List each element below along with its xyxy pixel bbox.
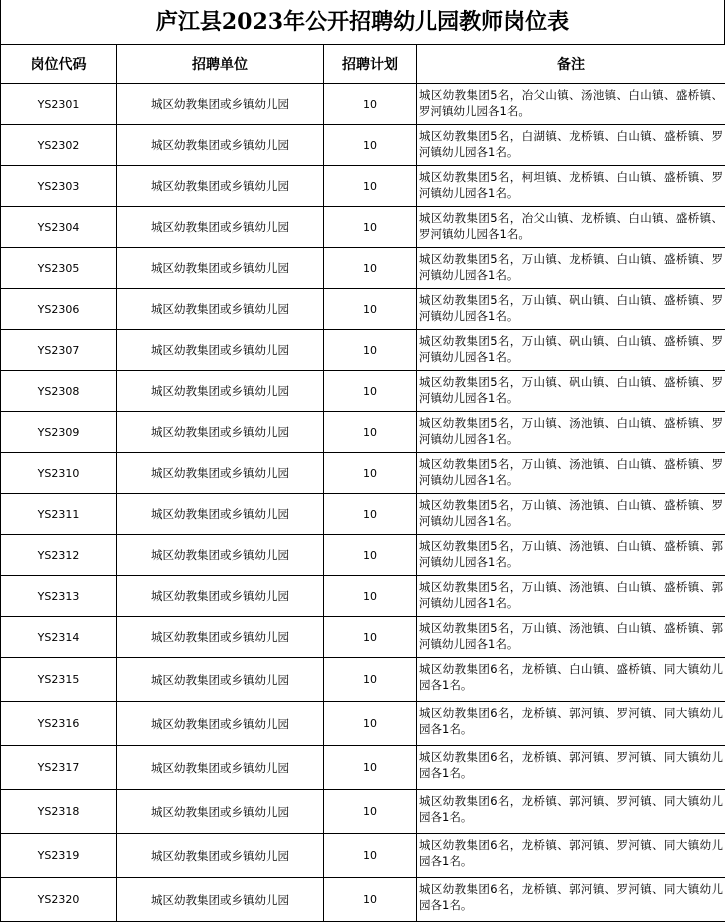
cell-remarks: 城区幼教集团5名，冶父山镇、龙桥镇、白山镇、盛桥镇、罗河镇幼儿园各1名。 — [417, 207, 725, 248]
cell-recruiting-unit: 城区幼教集团或乡镇幼儿园 — [117, 878, 324, 922]
cell-position-code: YS2303 — [1, 166, 117, 207]
cell-position-code: YS2306 — [1, 289, 117, 330]
cell-recruitment-plan: 10 — [324, 207, 417, 248]
cell-remarks: 城区幼教集团5名，万山镇、汤池镇、白山镇、盛桥镇、郭河镇幼儿园各1名。 — [417, 535, 725, 576]
cell-remarks: 城区幼教集团5名，冶父山镇、汤池镇、白山镇、盛桥镇、罗河镇幼儿园各1名。 — [417, 84, 725, 125]
cell-remarks: 城区幼教集团6名，龙桥镇、郭河镇、罗河镇、同大镇幼儿园各1名。 — [417, 746, 725, 790]
cell-remarks: 城区幼教集团6名，龙桥镇、白山镇、盛桥镇、同大镇幼儿园各1名。 — [417, 658, 725, 702]
cell-recruitment-plan: 10 — [324, 790, 417, 834]
table-row — [1, 453, 725, 494]
cell-remarks: 城区幼教集团5名，万山镇、汤池镇、白山镇、盛桥镇、郭河镇幼儿园各1名。 — [417, 617, 725, 658]
header-position-code: 岗位代码 — [1, 45, 117, 84]
table-row — [1, 658, 725, 702]
cell-recruitment-plan: 10 — [324, 248, 417, 289]
cell-recruiting-unit: 城区幼教集团或乡镇幼儿园 — [117, 658, 324, 702]
cell-recruitment-plan: 10 — [324, 84, 417, 125]
cell-recruiting-unit: 城区幼教集团或乡镇幼儿园 — [117, 535, 324, 576]
cell-position-code: YS2315 — [1, 658, 117, 702]
cell-recruitment-plan: 10 — [324, 453, 417, 494]
cell-position-code: YS2312 — [1, 535, 117, 576]
cell-recruitment-plan: 10 — [324, 535, 417, 576]
header-remarks: 备注 — [417, 45, 725, 84]
page-title: 庐江县2023年公开招聘幼儿园教师岗位表 — [0, 0, 725, 44]
cell-remarks: 城区幼教集团5名，万山镇、汤池镇、白山镇、盛桥镇、罗河镇幼儿园各1名。 — [417, 412, 725, 453]
cell-recruitment-plan: 10 — [324, 834, 417, 878]
header-recruiting-unit: 招聘单位 — [117, 45, 324, 84]
cell-recruitment-plan: 10 — [324, 166, 417, 207]
cell-recruitment-plan: 10 — [324, 371, 417, 412]
positions-table — [0, 44, 725, 922]
cell-position-code: YS2304 — [1, 207, 117, 248]
cell-remarks: 城区幼教集团5名，柯坦镇、龙桥镇、白山镇、盛桥镇、罗河镇幼儿园各1名。 — [417, 166, 725, 207]
table-header-row — [1, 45, 725, 84]
cell-remarks: 城区幼教集团6名，龙桥镇、郭河镇、罗河镇、同大镇幼儿园各1名。 — [417, 834, 725, 878]
table-row — [1, 834, 725, 878]
cell-recruiting-unit: 城区幼教集团或乡镇幼儿园 — [117, 371, 324, 412]
cell-position-code: YS2305 — [1, 248, 117, 289]
cell-remarks: 城区幼教集团6名，龙桥镇、郭河镇、罗河镇、同大镇幼儿园各1名。 — [417, 702, 725, 746]
table-row — [1, 790, 725, 834]
cell-position-code: YS2314 — [1, 617, 117, 658]
cell-remarks: 城区幼教集团5名，万山镇、龙桥镇、白山镇、盛桥镇、罗河镇幼儿园各1名。 — [417, 248, 725, 289]
table-row — [1, 494, 725, 535]
cell-recruiting-unit: 城区幼教集团或乡镇幼儿园 — [117, 125, 324, 166]
cell-position-code: YS2302 — [1, 125, 117, 166]
cell-position-code: YS2313 — [1, 576, 117, 617]
table-row — [1, 207, 725, 248]
cell-recruiting-unit: 城区幼教集团或乡镇幼儿园 — [117, 84, 324, 125]
cell-remarks: 城区幼教集团6名，龙桥镇、郭河镇、罗河镇、同大镇幼儿园各1名。 — [417, 790, 725, 834]
cell-recruitment-plan: 10 — [324, 617, 417, 658]
cell-recruitment-plan: 10 — [324, 576, 417, 617]
cell-position-code: YS2308 — [1, 371, 117, 412]
cell-recruitment-plan: 10 — [324, 702, 417, 746]
cell-recruiting-unit: 城区幼教集团或乡镇幼儿园 — [117, 576, 324, 617]
table-body — [1, 84, 725, 922]
table-row — [1, 702, 725, 746]
cell-position-code: YS2307 — [1, 330, 117, 371]
cell-recruitment-plan: 10 — [324, 658, 417, 702]
cell-recruiting-unit: 城区幼教集团或乡镇幼儿园 — [117, 702, 324, 746]
cell-position-code: YS2319 — [1, 834, 117, 878]
cell-recruitment-plan: 10 — [324, 878, 417, 922]
table-row — [1, 746, 725, 790]
cell-recruitment-plan: 10 — [324, 494, 417, 535]
cell-recruitment-plan: 10 — [324, 330, 417, 371]
cell-position-code: YS2317 — [1, 746, 117, 790]
cell-recruiting-unit: 城区幼教集团或乡镇幼儿园 — [117, 834, 324, 878]
cell-remarks: 城区幼教集团5名，万山镇、汤池镇、白山镇、盛桥镇、罗河镇幼儿园各1名。 — [417, 453, 725, 494]
cell-position-code: YS2310 — [1, 453, 117, 494]
cell-recruiting-unit: 城区幼教集团或乡镇幼儿园 — [117, 207, 324, 248]
table-row — [1, 166, 725, 207]
header-recruitment-plan: 招聘计划 — [324, 45, 417, 84]
cell-remarks: 城区幼教集团5名，万山镇、汤池镇、白山镇、盛桥镇、郭河镇幼儿园各1名。 — [417, 576, 725, 617]
cell-remarks: 城区幼教集团5名，万山镇、矾山镇、白山镇、盛桥镇、罗河镇幼儿园各1名。 — [417, 289, 725, 330]
table-row — [1, 535, 725, 576]
cell-position-code: YS2318 — [1, 790, 117, 834]
table-row — [1, 878, 725, 922]
cell-recruitment-plan: 10 — [324, 125, 417, 166]
table-row — [1, 617, 725, 658]
cell-recruiting-unit: 城区幼教集团或乡镇幼儿园 — [117, 746, 324, 790]
cell-remarks: 城区幼教集团6名，龙桥镇、郭河镇、罗河镇、同大镇幼儿园各1名。 — [417, 878, 725, 922]
cell-recruiting-unit: 城区幼教集团或乡镇幼儿园 — [117, 494, 324, 535]
cell-position-code: YS2316 — [1, 702, 117, 746]
cell-recruitment-plan: 10 — [324, 412, 417, 453]
cell-remarks: 城区幼教集团5名，白湖镇、龙桥镇、白山镇、盛桥镇、罗河镇幼儿园各1名。 — [417, 125, 725, 166]
table-row — [1, 125, 725, 166]
cell-position-code: YS2311 — [1, 494, 117, 535]
table-row — [1, 412, 725, 453]
cell-recruiting-unit: 城区幼教集团或乡镇幼儿园 — [117, 790, 324, 834]
cell-remarks: 城区幼教集团5名，万山镇、矾山镇、白山镇、盛桥镇、罗河镇幼儿园各1名。 — [417, 371, 725, 412]
cell-recruiting-unit: 城区幼教集团或乡镇幼儿园 — [117, 412, 324, 453]
table-row — [1, 330, 725, 371]
cell-recruiting-unit: 城区幼教集团或乡镇幼儿园 — [117, 248, 324, 289]
table-row — [1, 576, 725, 617]
table-row — [1, 84, 725, 125]
cell-position-code: YS2320 — [1, 878, 117, 922]
table-row — [1, 248, 725, 289]
cell-recruiting-unit: 城区幼教集团或乡镇幼儿园 — [117, 289, 324, 330]
cell-position-code: YS2309 — [1, 412, 117, 453]
cell-recruitment-plan: 10 — [324, 289, 417, 330]
table-row — [1, 289, 725, 330]
cell-remarks: 城区幼教集团5名，万山镇、汤池镇、白山镇、盛桥镇、罗河镇幼儿园各1名。 — [417, 494, 725, 535]
cell-position-code: YS2301 — [1, 84, 117, 125]
cell-recruiting-unit: 城区幼教集团或乡镇幼儿园 — [117, 453, 324, 494]
cell-recruiting-unit: 城区幼教集团或乡镇幼儿园 — [117, 330, 324, 371]
table-row — [1, 371, 725, 412]
cell-recruitment-plan: 10 — [324, 746, 417, 790]
cell-recruiting-unit: 城区幼教集团或乡镇幼儿园 — [117, 617, 324, 658]
cell-recruiting-unit: 城区幼教集团或乡镇幼儿园 — [117, 166, 324, 207]
cell-remarks: 城区幼教集团5名，万山镇、矾山镇、白山镇、盛桥镇、罗河镇幼儿园各1名。 — [417, 330, 725, 371]
